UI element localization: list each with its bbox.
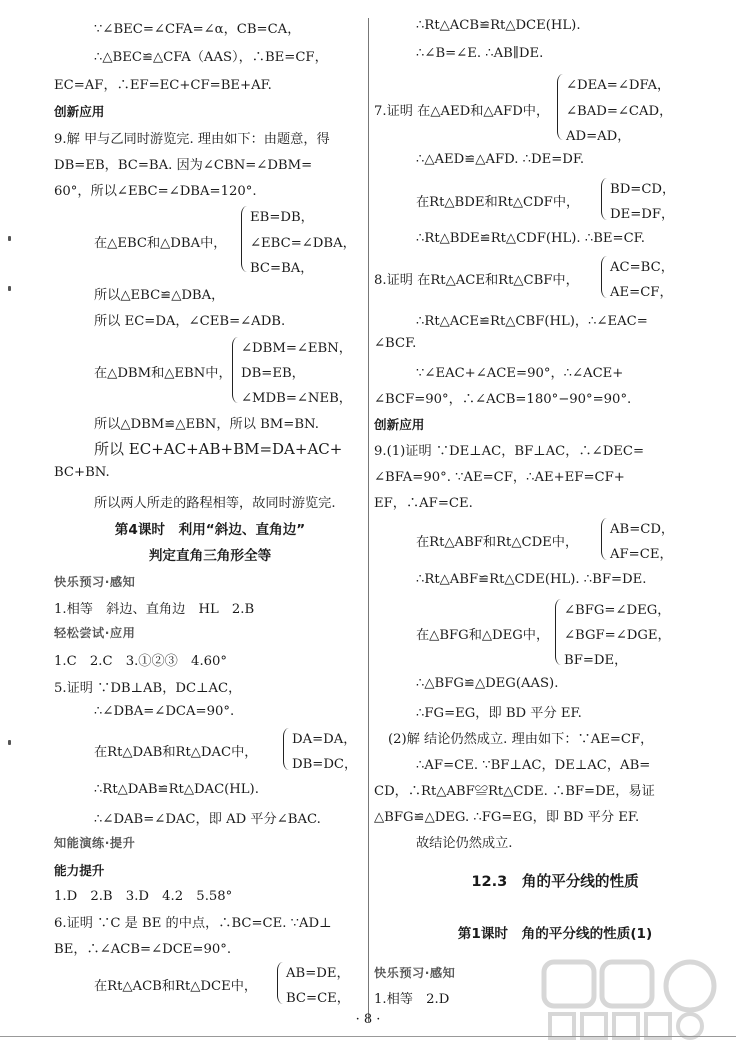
text-line: BE，∴∠ACB=∠DCE=90°. <box>54 942 232 957</box>
text-line: 在Rt△BDE和Rt△CDF中， <box>416 195 580 210</box>
right-column <box>374 0 736 1010</box>
text-line: 1.相等 2.D <box>374 992 450 1007</box>
brace <box>601 178 607 220</box>
section-heading: 轻松尝试·应用 <box>54 626 136 640</box>
text-line: 所以 EC+AC+AB+BM=DA+AC+ <box>94 440 343 458</box>
section-title: 12.3 角的平分线的性质 <box>471 873 639 890</box>
text-line: ∴△BEC≌△CFA（AAS），∴BE=CF， <box>94 50 328 65</box>
text-line: 所以△EBC≌△DBA， <box>94 288 225 303</box>
lesson-subtitle: 判定直角三角形全等 <box>148 548 272 564</box>
text-line: ∠BCF=90°，∴∠ACB=180°−90°=90°. <box>374 392 632 407</box>
text-line: (2)解 结论仍然成立. 理由如下：∵AE=CF， <box>388 732 654 747</box>
page-number: · 8 · <box>355 1012 381 1027</box>
lesson-title: 第4课时 利用“斜边、直角边” <box>114 522 306 538</box>
text-line: ∴Rt△ACE≌Rt△CBF(HL)，∴∠EAC= <box>416 314 648 329</box>
text-line: 在Rt△ACB和Rt△DCE中， <box>94 979 258 994</box>
brace-item: AB=DE， <box>286 966 350 981</box>
brace-item: DA=DA， <box>292 732 357 747</box>
brace-item: ∠MDB=∠NEB， <box>241 391 352 406</box>
brace <box>283 728 289 770</box>
text-line: 5.证明 ∵DB⊥AB，DC⊥AC， <box>54 681 242 696</box>
column-divider <box>368 18 369 1022</box>
brace-item: BD=CD， <box>610 182 676 197</box>
text-line: ∵∠EAC+∠ACE=90°，∴∠ACE+ <box>416 366 624 381</box>
text-line: ∴△BFG≌△DEG(AAS). <box>416 676 559 691</box>
brace <box>241 206 247 272</box>
text-line: ∴∠DAB=∠DAC，即 AD 平分∠BAC. <box>94 812 321 827</box>
text-line: 8.证明 在Rt△ACE和Rt△CBF中， <box>374 273 579 288</box>
section-heading: 创新应用 <box>54 104 105 119</box>
brace-item: AE=CF， <box>610 285 673 300</box>
brace-item: ∠DEA=∠DFA， <box>566 78 671 93</box>
watermark-logo <box>540 958 730 1044</box>
text-line: 1.C 2.C 3.①②③ 4.60° <box>54 654 228 669</box>
text-line: ∠BFA=90°. ∵AE=CF，∴AE+EF=CF+ <box>374 470 625 485</box>
text-line: ∴Rt△BDE≌Rt△CDF(HL). ∴BE=CF. <box>416 231 645 246</box>
text-line: 9.(1)证明 ∵DE⊥AC，BF⊥AC，∴∠DEC= <box>374 444 645 459</box>
brace-item: DB=DC， <box>292 757 358 772</box>
brace-item: AB=CD， <box>610 522 675 537</box>
text-line: ∴Rt△DAB≌Rt△DAC(HL). <box>94 782 259 797</box>
text-line: ∴Rt△ACB≌Rt△DCE(HL). <box>416 18 581 33</box>
text-line: 在△EBC和△DBA中， <box>94 236 227 251</box>
text-line: 1.相等 斜边、直角边 HL 2.B <box>54 602 255 617</box>
brace-item: ∠DBM=∠EBN， <box>241 341 352 356</box>
brace-item: ∠BAD=∠CAD， <box>566 104 673 119</box>
brace-item: AC=BC， <box>610 260 674 275</box>
text-line: 1.D 2.B 3.D 4.2 5.58° <box>54 889 233 904</box>
text-line: 在△BFG和△DEG中， <box>416 628 550 643</box>
text-line: EF，∴AF=CE. <box>374 496 473 511</box>
text-line: ∠BCF. <box>374 336 417 351</box>
brace-item: AF=CE， <box>610 547 673 562</box>
text-line: 6.证明 ∵C 是 BE 的中点，∴BC=CE. ∵AD⊥ <box>54 916 332 931</box>
text-line: 在△DBM和△EBN中， <box>94 366 232 381</box>
brace-item: ∠BFG=∠DEG， <box>564 603 671 618</box>
brace-item: DE=DF， <box>610 207 675 222</box>
section-heading: 创新应用 <box>374 417 425 432</box>
brace-item: AD=AD， <box>566 129 631 144</box>
text-line: ∴AF=CE. ∵BF⊥AC，DE⊥AC，AB= <box>416 758 651 773</box>
text-line: △BFG≌△DEG. ∴FG=EG，即 BD 平分 EF. <box>374 810 640 825</box>
text-line: ∴∠DBA=∠DCA=90°. <box>94 704 235 719</box>
brace <box>232 337 238 403</box>
text-line: ∵∠BEC=∠CFA=∠α，CB=CA， <box>94 22 301 37</box>
brace-item: BF=DE， <box>564 653 628 668</box>
lesson-title: 第1课时 角的平分线的性质(1) <box>457 926 653 942</box>
brace-item: BC=BA， <box>250 261 314 276</box>
brace-item: ∠BGF=∠DGE， <box>564 628 671 643</box>
section-heading: 能力提升 <box>54 863 105 878</box>
section-heading: 快乐预习·感知 <box>54 575 136 589</box>
text-line: 所以△DBM≌△EBN，所以 BM=BN. <box>94 417 319 432</box>
brace-item: ∠EBC=∠DBA， <box>250 236 356 251</box>
text-line: 所以两人所走的路程相等，故同时游览完. <box>94 496 336 511</box>
text-line: 7.证明 在△AED和△AFD中， <box>374 104 550 119</box>
brace-item: BC=CE， <box>286 991 350 1006</box>
brace <box>557 74 563 140</box>
footer-rule <box>0 1036 736 1037</box>
text-line: 9.解 甲与乙同时游览完. 理由如下：由题意，得 <box>54 132 330 147</box>
text-line: EC=AF，∴EF=EC+CF=BE+AF. <box>54 78 272 93</box>
text-line: 在Rt△DAB和Rt△DAC中， <box>94 745 258 760</box>
text-line: CD，∴Rt△ABF≌Rt△CDE. ∴BF=DE，易证 <box>374 784 655 799</box>
brace-item: DB=EB， <box>241 366 305 381</box>
text-line: 所以 EC=DA，∠CEB=∠ADB. <box>94 314 286 329</box>
brace <box>277 962 283 1004</box>
text-line: ∴Rt△ABF≌Rt△CDE(HL). ∴BF=DE. <box>416 572 647 587</box>
brace <box>555 599 561 665</box>
section-heading: 快乐预习·感知 <box>374 966 456 980</box>
text-line: ∴∠B=∠E. ∴AB∥DE. <box>416 46 544 61</box>
text-line: 60°，所以∠EBC=∠DBA=120°. <box>54 184 257 199</box>
text-line: DB=EB，BC=BA. 因为∠CBN=∠DBM= <box>54 158 313 173</box>
text-line: 在Rt△ABF和Rt△CDE中， <box>416 535 579 550</box>
text-line: BC+BN. <box>54 465 110 480</box>
text-line: 故结论仍然成立. <box>416 836 513 851</box>
brace <box>601 256 607 298</box>
section-heading: 知能演练·提升 <box>54 836 136 850</box>
text-line: ∴△AED≌△AFD. ∴DE=DF. <box>416 152 585 167</box>
text-line: ∴FG=EG，即 BD 平分 EF. <box>416 706 582 721</box>
brace <box>601 518 607 560</box>
left-column <box>0 0 366 1010</box>
brace-item: EB=DB， <box>250 210 314 225</box>
